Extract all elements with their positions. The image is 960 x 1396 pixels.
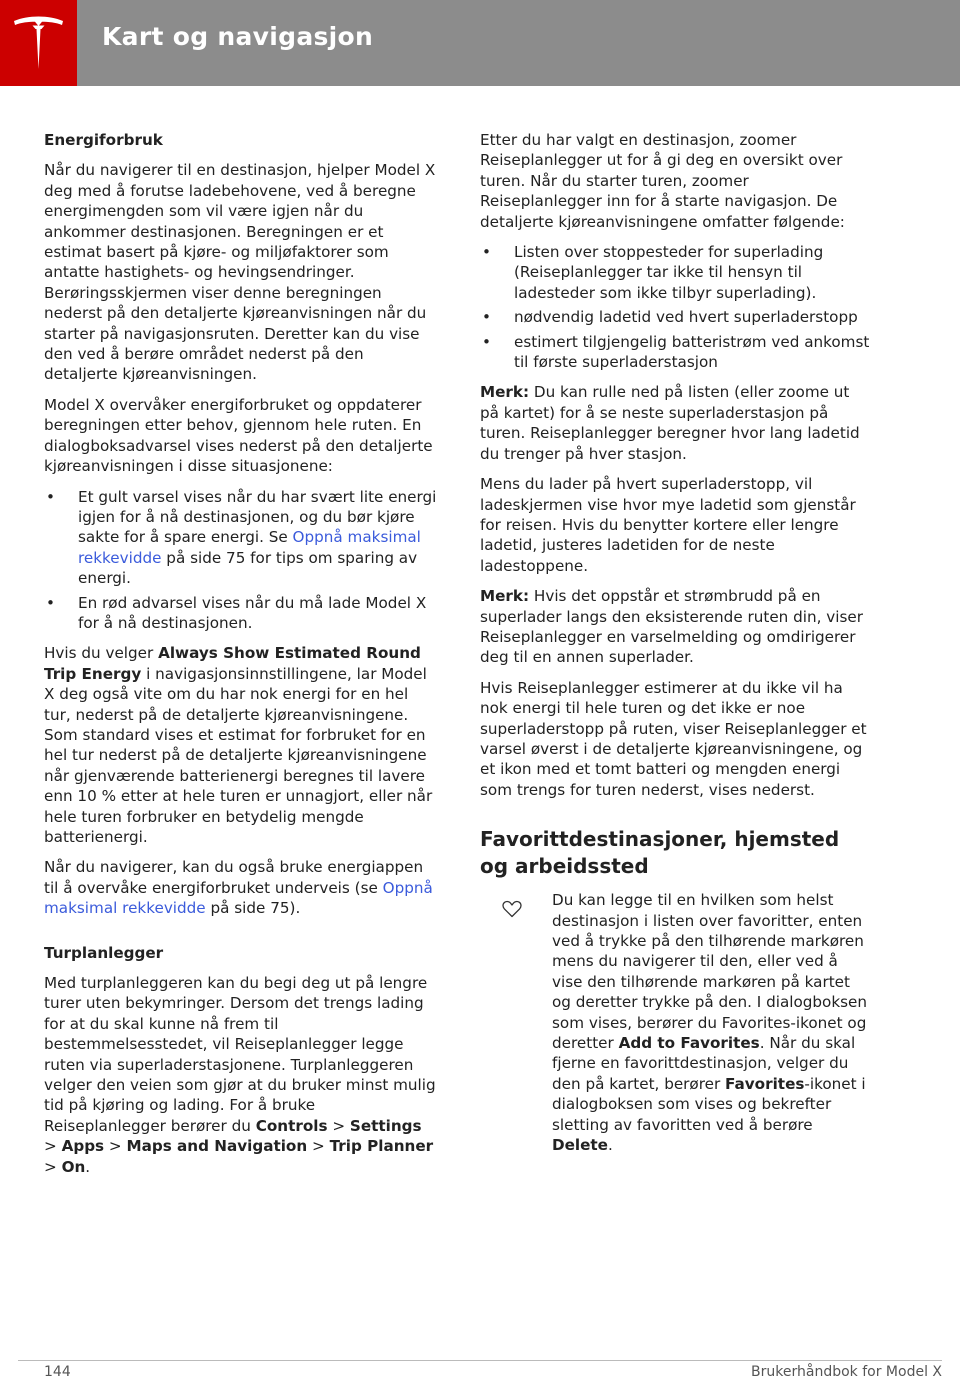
list-item: • estimert tilgjengelig batteristrøm ved ankomst til første superladerstasjon — [482, 332, 870, 372]
note-2: Merk: Hvis det oppstår et strømbrudd på en superlader langs den eksisterende ruten din, viser Reiseplanlegger en varselmelding og omdirigerer deg til en annen superlader. — [480, 587, 863, 667]
heart-icon — [502, 900, 522, 923]
insufficient-energy-paragraph: Hvis Reiseplanlegger estimerer at du ikke vil ha nok energi til hele turen og det ikke er noe superladerstopp på ruten, viser Reiseplanlegger et varsel øverst i de detaljerte kjøreanvisningene, og et ikon med et tomt batteri og mengden energi som trengs for turen nederst, vises nederst. — [480, 678, 867, 799]
list-item: • Listen over stoppesteder for superlading (Reiseplanlegger tar ikke til hensyn til ladesteder som ikke tilbyr superlading). — [482, 243, 824, 302]
overview-paragraph: Etter du har valgt en destinasjon, zoomer Reiseplanlegger ut for å gi deg en oversikt over turen. Når du starter turen, zoomer Reiseplanlegger inn for å starte navigasjon. De detaljerte kjøreanvisningene omfatter følgende: — [480, 131, 845, 231]
trip-planner-paragraph: Med turplanleggeren kan du begi deg ut på lengre turer uten bekymringer. Dersom det trengs lading for at du skal kunne nå frem til bestemmelsesstedet, vil Reiseplanlegger legge ruten via superladerstasjonene. Turplanleggeren velger den veien som gjør at du bruker minst mulig tid på kjøring og lading. For å bruke Reiseplanlegger berører du Controls > Settings > Apps > Maps and Navigation > Trip Planner > On. — [44, 974, 436, 1176]
energy-paragraph-1: Når du navigerer til en destinasjon, hjelper Model X deg med å forutse ladebehovene, ved å beregne energimengden som vil være igjen når du ankommer destinasjonen. Beregningen er et estimat basert på kjøre- og miljøfaktorer som antatte hastighets- og hevingsendringer. Berøringsskjermen viser denne beregningen nederst på den detaljerte kjøreanvisningen når du starter på navigasjonsruten. Deretter kan du vise den ved å berøre området nederst på den detaljerte kjøreanvisningen. — [44, 161, 436, 384]
round-trip-paragraph: Hvis du velger Always Show Estimated Round Trip Energy i navigasjonsinnstillingene, lar Model X deg også vite om du har nok energi for en hel tur, nederst på de detaljerte kjøreanvisningene. Som standard vises et estimat for forbruket for en hel tur nederst på de detaljerte kjøreanvisningene når gjenværende batterienergi beregnes til lavere enn 10 % etter at hele turen er unnagjort, eller når hele turen forbruker en betydelig mengde batterienergi. — [44, 644, 433, 846]
delete-label: Delete — [552, 1136, 608, 1155]
tesla-logo — [0, 0, 77, 86]
range-link[interactable]: Oppnå maksimal rekkevidde — [78, 528, 421, 567]
bullet: • — [46, 487, 55, 506]
range-link[interactable]: Oppnå maksimal rekkevidde — [44, 878, 433, 918]
directions-list — [480, 242, 872, 372]
add-to-favorites-label: Add to Favorites — [618, 1034, 760, 1053]
warning-list — [44, 487, 438, 634]
footer-title: Brukerhåndbok for Model X — [751, 1364, 942, 1380]
charging-paragraph: Mens du lader på hvert superladerstopp, vil ladeskjermen vise hvor mye ladetid som gjenstår for reisen. Hvis du benytter kortere eller lengre ladetid, justeres ladetiden for de neste ladestoppene. — [480, 475, 856, 575]
favorites-heading: Favorittdestinasjoner, hjemsted og arbeidssted — [480, 827, 840, 879]
menu-path-settings: Settings — [349, 1116, 422, 1135]
menu-path-controls: Controls — [255, 1116, 328, 1135]
list-item: • En rød advarsel vises når du må lade Model X for å nå destinasjonen. — [46, 593, 427, 632]
note-1: Merk: Du kan rulle ned på listen (eller zoome ut på kartet) for å se neste superladerstasjon på turen. Reiseplanlegger beregner hvor lang ladetid du trenger på hver stasjon. — [480, 383, 860, 463]
right-column — [480, 130, 872, 1165]
page-title: Kart og navigasjon — [102, 22, 374, 51]
favorites-paragraph: Du kan legge til en hvilken som helst destinasjon i listen over favoritter, enten ved å trykke på den tilhørende markøren mens du navigerer til den, eller ved å vise den tilhørende markøren på kartet og deretter trykke på den. I dialogboksen som vises, berører du Favorites-ikonet og deretter Add to Favorites. Når du skal fjerne en favorittdestinasjon, velger du den på kartet, berører Favorites-ikonet i dialogboksen som vises og bekrefter sletting av favoritten ved å berøre Delete. — [552, 891, 868, 1155]
energy-app-paragraph: Når du navigerer, kan du også bruke energiappen til å overvåke energiforbruket underveis (se Oppnå maksimal rekkevidde på side 75). — [44, 858, 433, 918]
setting-name: Always Show Estimated Round Trip Energy — [44, 644, 421, 683]
footer-divider — [18, 1360, 942, 1361]
menu-path-maps: Maps and Navigation — [126, 1137, 308, 1156]
note-label: Merk: — [480, 383, 530, 402]
left-column — [44, 130, 438, 1187]
menu-path-trip-planner: Trip Planner — [329, 1137, 434, 1156]
menu-path-on: On — [61, 1157, 86, 1176]
favorites-label: Favorites — [725, 1074, 805, 1093]
page-number: 144 — [44, 1364, 71, 1380]
bullet: • — [482, 308, 491, 327]
note-label: Merk: — [480, 587, 530, 606]
energy-heading: Energiforbruk — [44, 131, 163, 149]
trip-planner-heading: Turplanlegger — [44, 943, 164, 962]
bullet: • — [482, 243, 491, 262]
energy-paragraph-2: Model X overvåker energiforbruket og oppdaterer beregningen etter behov, gjennom hele ruten. En dialogboksadvarsel vises nederst på den detaljerte kjøreanvisningen i disse situasjonene: — [44, 395, 433, 476]
favorites-section — [480, 890, 872, 1155]
list-item: • nødvendig ladetid ved hvert superladerstopp — [482, 308, 858, 327]
list-item: • Et gult varsel vises når du har svært lite energi igjen for å nå destinasjonen, og du bør kjøre sakte for å spare energi. Se Oppnå maksimal rekkevidde på side 75 for tips om sparing av energi. — [46, 487, 437, 588]
bullet: • — [482, 332, 491, 351]
menu-path-apps: Apps — [61, 1137, 105, 1156]
tesla-logo-icon — [12, 15, 65, 71]
bullet: • — [46, 593, 55, 612]
header-bar — [0, 0, 960, 86]
